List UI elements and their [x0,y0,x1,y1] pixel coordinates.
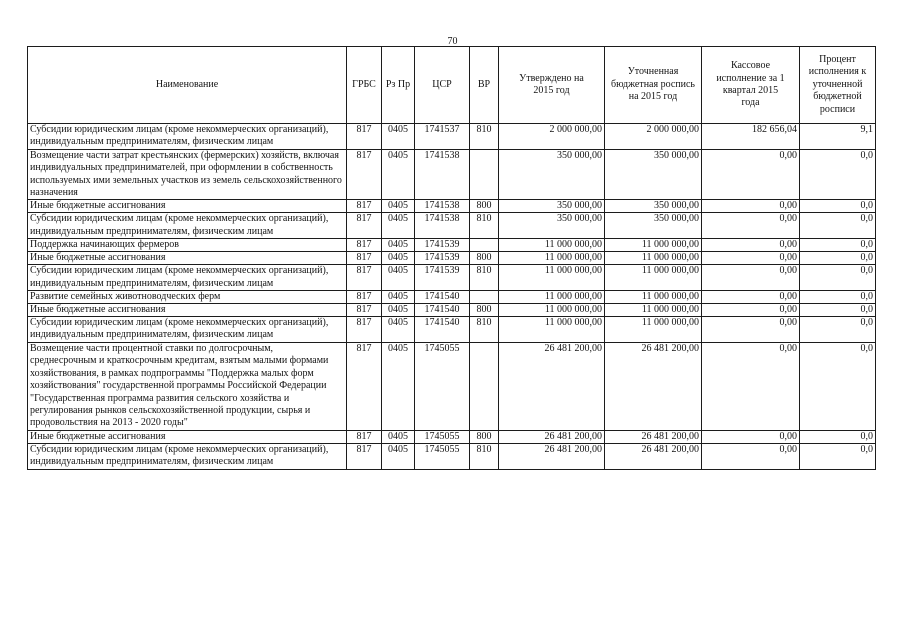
row-approved: 350 000,00 [499,213,605,239]
table-row [28,317,876,343]
table-row [28,213,876,239]
table-row [28,149,876,200]
row-cash: 0,00 [702,149,800,200]
row-percent: 0,0 [800,265,876,291]
header-name: Наименование [28,47,347,124]
row-refined: 11 000 000,00 [605,239,702,252]
row-percent: 0,0 [800,443,876,469]
table-row [28,430,876,443]
page-number: 70 [447,36,458,47]
table-row [28,443,876,469]
table-row [28,265,876,291]
row-grbs: 817 [347,252,382,265]
header-vr: ВР [470,47,499,124]
row-vr: 800 [470,430,499,443]
row-vr: 810 [470,213,499,239]
row-csr: 1741538 [415,149,470,200]
row-refined: 11 000 000,00 [605,291,702,304]
row-rzpr: 0405 [382,200,415,213]
row-approved: 26 481 200,00 [499,342,605,430]
row-csr: 1741538 [415,200,470,213]
row-rzpr: 0405 [382,430,415,443]
row-cash: 0,00 [702,213,800,239]
row-csr: 1745055 [415,430,470,443]
row-approved: 350 000,00 [499,149,605,200]
row-csr: 1741539 [415,239,470,252]
row-name: Субсидии юридическим лицам (кроме некоммерческих организаций), индивидуальным предпринимателям, физическим лицам [28,317,347,343]
row-csr: 1741537 [415,124,470,150]
row-name: Иные бюджетные ассигнования [28,200,347,213]
row-vr: 800 [470,252,499,265]
row-refined: 2 000 000,00 [605,124,702,150]
row-vr [470,342,499,430]
row-csr: 1741539 [415,252,470,265]
row-percent: 0,0 [800,200,876,213]
row-grbs: 817 [347,304,382,317]
row-grbs: 817 [347,200,382,213]
row-csr: 1741540 [415,304,470,317]
table-row [28,291,876,304]
row-vr: 800 [470,304,499,317]
row-csr: 1741540 [415,291,470,304]
row-name: Субсидии юридическим лицам (кроме некоммерческих организаций), индивидуальным предпринимателям, физическим лицам [28,124,347,150]
header-csr: ЦСР [415,47,470,124]
row-name: Развитие семейных животноводческих ферм [28,291,347,304]
table-row [28,200,876,213]
row-grbs: 817 [347,149,382,200]
row-percent: 0,0 [800,252,876,265]
row-vr: 810 [470,124,499,150]
row-cash: 0,00 [702,252,800,265]
row-name: Субсидии юридическим лицам (кроме некоммерческих организаций), индивидуальным предпринимателям, физическим лицам [28,213,347,239]
row-approved: 11 000 000,00 [499,239,605,252]
row-name: Возмещение части процентной ставки по долгосрочным, среднесрочным и краткосрочным кредитам, взятым малыми формами хозяйствования, в рамках подпрограммы "Поддержка малых форм хозяйствования" государственной программы Российской Федерации "Государственная программа развития сельского хозяйства и регулирования рынков сельскохозяйственной продукции, сырья и продовольствия на 2013 - 2020 годы" [28,342,347,430]
header-grbs: ГРБС [347,47,382,124]
header-refined: Уточненная бюджетная роспись на 2015 год [605,47,702,124]
row-percent: 0,0 [800,430,876,443]
row-name: Иные бюджетные ассигнования [28,252,347,265]
row-name: Возмещение части затрат крестьянских (фермерских) хозяйств, включая индивидуальных предпринимателей, при оформлении в собственность используемых ими земельных участков из земель сельскохозяйственного назначения [28,149,347,200]
header-rzpr: Рз Пр [382,47,415,124]
row-percent: 0,0 [800,239,876,252]
row-refined: 11 000 000,00 [605,252,702,265]
row-approved: 2 000 000,00 [499,124,605,150]
row-cash: 0,00 [702,239,800,252]
row-cash: 0,00 [702,265,800,291]
row-approved: 11 000 000,00 [499,252,605,265]
header-percent: Процент исполнения к уточненной бюджетной росписи [800,47,876,124]
row-grbs: 817 [347,213,382,239]
row-csr: 1741538 [415,213,470,239]
row-approved: 26 481 200,00 [499,430,605,443]
row-percent: 0,0 [800,291,876,304]
row-rzpr: 0405 [382,317,415,343]
row-approved: 350 000,00 [499,200,605,213]
row-refined: 26 481 200,00 [605,430,702,443]
row-cash: 0,00 [702,304,800,317]
table-row [28,252,876,265]
row-cash: 0,00 [702,430,800,443]
row-cash: 182 656,04 [702,124,800,150]
row-vr [470,291,499,304]
row-cash: 0,00 [702,342,800,430]
row-rzpr: 0405 [382,443,415,469]
row-rzpr: 0405 [382,265,415,291]
row-name: Иные бюджетные ассигнования [28,304,347,317]
row-grbs: 817 [347,239,382,252]
row-grbs: 817 [347,443,382,469]
row-refined: 26 481 200,00 [605,342,702,430]
table-row [28,239,876,252]
row-name: Субсидии юридическим лицам (кроме некоммерческих организаций), индивидуальным предпринимателям, физическим лицам [28,443,347,469]
row-vr [470,239,499,252]
table-body [28,124,876,470]
row-grbs: 817 [347,124,382,150]
row-grbs: 817 [347,430,382,443]
row-percent: 0,0 [800,213,876,239]
table-header [28,47,876,124]
row-rzpr: 0405 [382,291,415,304]
row-refined: 350 000,00 [605,213,702,239]
budget-table [27,46,876,470]
row-rzpr: 0405 [382,124,415,150]
table-row [28,124,876,150]
row-cash: 0,00 [702,200,800,213]
row-vr: 810 [470,317,499,343]
row-vr: 810 [470,443,499,469]
row-refined: 11 000 000,00 [605,304,702,317]
header-cash-q1: Кассовое исполнение за 1 квартал 2015 года [702,47,800,124]
row-percent: 0,0 [800,304,876,317]
row-rzpr: 0405 [382,149,415,200]
row-percent: 0,0 [800,317,876,343]
row-cash: 0,00 [702,317,800,343]
header-approved: Утверждено на 2015 год [499,47,605,124]
row-name: Иные бюджетные ассигнования [28,430,347,443]
row-vr: 810 [470,265,499,291]
row-percent: 0,0 [800,149,876,200]
row-refined: 350 000,00 [605,149,702,200]
row-refined: 11 000 000,00 [605,317,702,343]
row-csr: 1745055 [415,342,470,430]
row-rzpr: 0405 [382,342,415,430]
row-rzpr: 0405 [382,252,415,265]
row-csr: 1741539 [415,265,470,291]
table-row [28,304,876,317]
row-vr [470,149,499,200]
row-approved: 11 000 000,00 [499,291,605,304]
row-rzpr: 0405 [382,213,415,239]
row-approved: 11 000 000,00 [499,265,605,291]
row-refined: 26 481 200,00 [605,443,702,469]
row-grbs: 817 [347,342,382,430]
row-name: Субсидии юридическим лицам (кроме некоммерческих организаций), индивидуальным предпринимателям, физическим лицам [28,265,347,291]
row-csr: 1745055 [415,443,470,469]
table-row [28,342,876,430]
row-grbs: 817 [347,265,382,291]
row-approved: 26 481 200,00 [499,443,605,469]
row-refined: 350 000,00 [605,200,702,213]
row-refined: 11 000 000,00 [605,265,702,291]
row-grbs: 817 [347,317,382,343]
row-cash: 0,00 [702,443,800,469]
row-approved: 11 000 000,00 [499,317,605,343]
row-percent: 9,1 [800,124,876,150]
row-rzpr: 0405 [382,239,415,252]
row-percent: 0,0 [800,342,876,430]
row-grbs: 817 [347,291,382,304]
row-cash: 0,00 [702,291,800,304]
row-vr: 800 [470,200,499,213]
row-rzpr: 0405 [382,304,415,317]
row-name: Поддержка начинающих фермеров [28,239,347,252]
row-csr: 1741540 [415,317,470,343]
row-approved: 11 000 000,00 [499,304,605,317]
